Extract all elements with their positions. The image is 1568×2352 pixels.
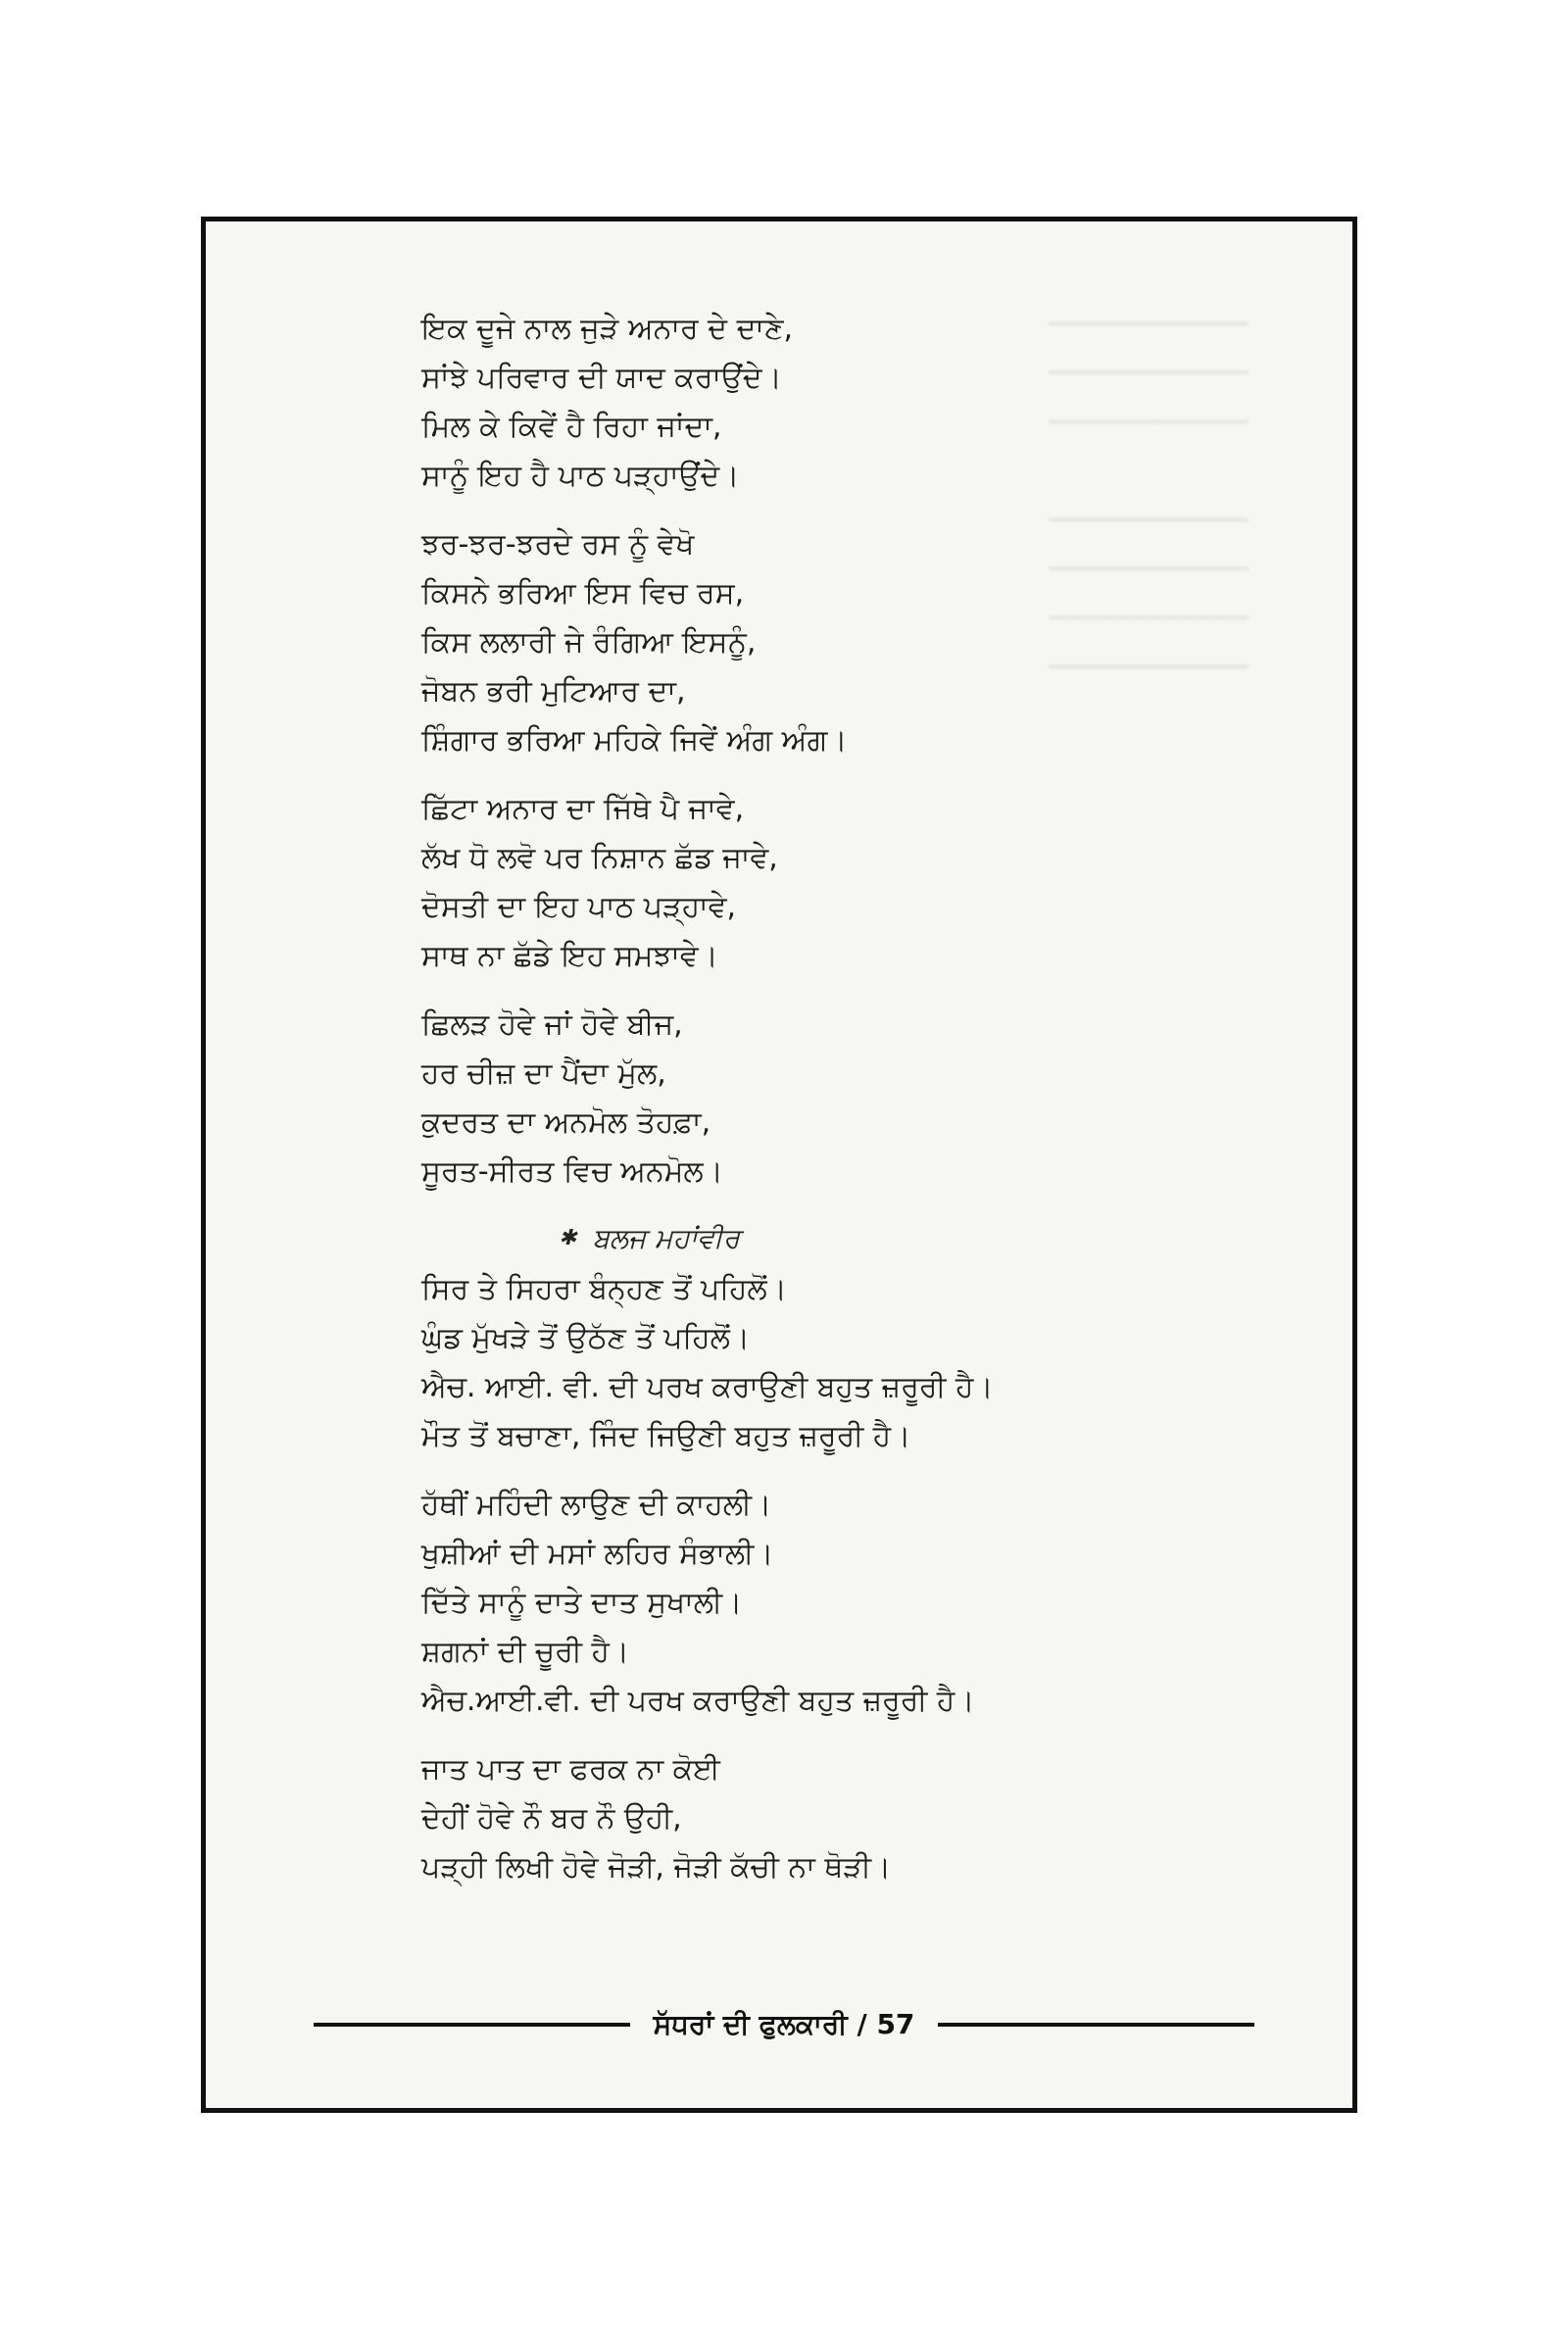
poem-line: ਛਿੱਟਾ ਅਨਾਰ ਦਾ ਜਿੱਥੇ ਪੈ ਜਾਵੇ, — [421, 792, 745, 826]
poem-line: ਸ਼ਿੰਗਾਰ ਭਰਿਆ ਮਹਿਕੇ ਜਿਵੇਂ ਅੰਗ ਅੰਗ। — [421, 723, 848, 758]
poem-line: ਐਚ. ਆਈ. ਵੀ. ਦੀ ਪਰਖ ਕਰਾਉਣੀ ਬਹੁਤ ਜ਼ਰੂਰੀ ਹੈ। — [421, 1370, 994, 1404]
poem-line: ਐਚ.ਆਈ.ਵੀ. ਦੀ ਪਰਖ ਕਰਾਉਣੀ ਬਹੁਤ ਜ਼ਰੂਰੀ ਹੈ। — [421, 1684, 975, 1718]
page-frame — [201, 217, 1357, 2113]
poem-line: ਮਿਲ ਕੇ ਕਿਵੇਂ ਹੈ ਰਿਹਾ ਜਾਂਦਾ, — [421, 410, 722, 444]
poem-line: ਸਾਂਝੇ ਪਰਿਵਾਰ ਦੀ ਯਾਦ ਕਰਾਉਂਦੇ। — [421, 361, 782, 395]
poem-body — [421, 305, 1303, 1912]
poem-line: ਝਰ-ਝਰ-ਝਰਦੇ ਰਸ ਨੂੰ ਵੇਖੋ — [421, 527, 695, 562]
poem-line: ਸਾਨੂੰ ਇਹ ਹੈ ਪਾਠ ਪੜ੍ਹਾਉਂਦੇ। — [421, 459, 740, 493]
book-title: ਸੱਧਰਾਂ ਦੀ ਫੁਲਕਾਰੀ — [653, 2008, 848, 2040]
poem-line: ਹੱਥੀਂ ਮਹਿੰਦੀ ਲਾਉਣ ਦੀ ਕਾਹਲੀ। — [421, 1488, 772, 1522]
poem-line: ਖੁਸ਼ੀਆਂ ਦੀ ਮਸਾਂ ਲਹਿਰ ਸੰਭਾਲੀ। — [421, 1537, 774, 1571]
poem-line: ਹਰ ਚੀਜ਼ ਦਾ ਪੈਂਦਾ ਮੁੱਲ, — [421, 1056, 666, 1091]
stanza-4 — [421, 1001, 1303, 1197]
poem-line: ਕਿਸ ਲਲਾਰੀ ਜੇ ਰੰਗਿਆ ਇਸਨੂੰ, — [421, 625, 757, 660]
footer-rule-right — [938, 2023, 1254, 2027]
poem-line: ਘੁੰਡ ਮੁੱਖੜੇ ਤੋਂ ਉਠੱਣ ਤੋਂ ਪਹਿਲੋਂ। — [421, 1321, 751, 1355]
author-signature — [559, 1216, 1303, 1261]
poem-line: ਦਿੱਤੇ ਸਾਨੂੰ ਦਾਤੇ ਦਾਤ ਸੁਖਾਲੀ। — [421, 1586, 743, 1620]
poem-line: ਇਕ ਦੂਜੇ ਨਾਲ ਜੁੜੇ ਅਨਾਰ ਦੇ ਦਾਣੇ, — [421, 312, 794, 346]
poem-line: ਮੌਤ ਤੋਂ ਬਚਾਣਾ, ਜਿੰਦ ਜਿਉਣੀ ਬਹੁਤ ਜ਼ਰੂਰੀ ਹੈ। — [421, 1419, 911, 1453]
poem-line: ਸੂਰਤ-ਸੀਰਤ ਵਿਚ ਅਨਮੋਲ। — [421, 1154, 723, 1189]
footer-rule-left — [314, 2023, 630, 2027]
stanza-6 — [421, 1481, 1303, 1726]
poem-line: ਪੜ੍ਹੀ ਲਿਖੀ ਹੋਵੇ ਜੋੜੀ, ਜੋੜੀ ਕੱਚੀ ਨਾ ਥੋੜੀ। — [421, 1850, 892, 1885]
poem-line: ਛਿਲੜ ਹੋਵੇ ਜਾਂ ਹੋਵੇ ਬੀਜ, — [421, 1007, 683, 1042]
stanza-2 — [421, 520, 1303, 765]
page-footer — [314, 2005, 1254, 2044]
stanza-7 — [421, 1745, 1303, 1892]
poem-line: ਦੋਸਤੀ ਦਾ ਇਹ ਪਾਠ ਪੜ੍ਹਾਵੇ, — [421, 890, 737, 924]
signature-text: ਬਲਜ ਮਹਾਂਵੀਰ — [592, 1222, 740, 1254]
show-through-text: ━━━━━━━━━━━━━ ━━━━━━━━━━━━━ ━━━━━━━━━━━━━ ━━━━━━━━━━━━━ ━━━━━━━━━━━━━ ━━━━━━━━━━━━━ ━━━━━━━━━━━━━ — [1049, 310, 1249, 682]
footer-label — [630, 2008, 939, 2041]
poem-line: ਲੱਖ ਧੋ ਲਵੋ ਪਰ ਨਿਸ਼ਾਨ ਛੱਡ ਜਾਵੇ, — [421, 841, 778, 875]
stanza-5 — [421, 1265, 1303, 1461]
poem-line: ਜੋਬਨ ਭਰੀ ਮੁਟਿਆਰ ਦਾ, — [421, 674, 686, 709]
poem-line: ਕੁਦਰਤ ਦਾ ਅਨਮੋਲ ਤੋਹਫ਼ਾ, — [421, 1105, 711, 1140]
asterisk-icon: ✱ — [559, 1226, 577, 1250]
page-number: / 57 — [857, 2008, 915, 2040]
poem-line: ਦੇਹੀਂ ਹੋਵੇ ਨੌ ਬਰ ਨੌ ਉਹੀ, — [421, 1801, 682, 1836]
poem-line: ਕਿਸਨੇ ਭਰਿਆ ਇਸ ਵਿਚ ਰਸ, — [421, 576, 745, 611]
poem-line: ਜਾਤ ਪਾਤ ਦਾ ਫਰਕ ਨਾ ਕੋਈ — [421, 1752, 720, 1787]
stanza-1 — [421, 305, 1303, 501]
poem-line: ਸਾਥ ਨਾ ਛੱਡੇ ਇਹ ਸਮਝਾਵੇ। — [421, 939, 718, 973]
poem-line: ਸ਼ਗਨਾਂ ਦੀ ਚੂਰੀ ਹੈ। — [421, 1635, 630, 1669]
stanza-3 — [421, 785, 1303, 981]
poem-line: ਸਿਰ ਤੇ ਸਿਹਰਾ ਬੰਨ੍ਹਣ ਤੋਂ ਪਹਿਲੋਂ। — [421, 1272, 787, 1306]
